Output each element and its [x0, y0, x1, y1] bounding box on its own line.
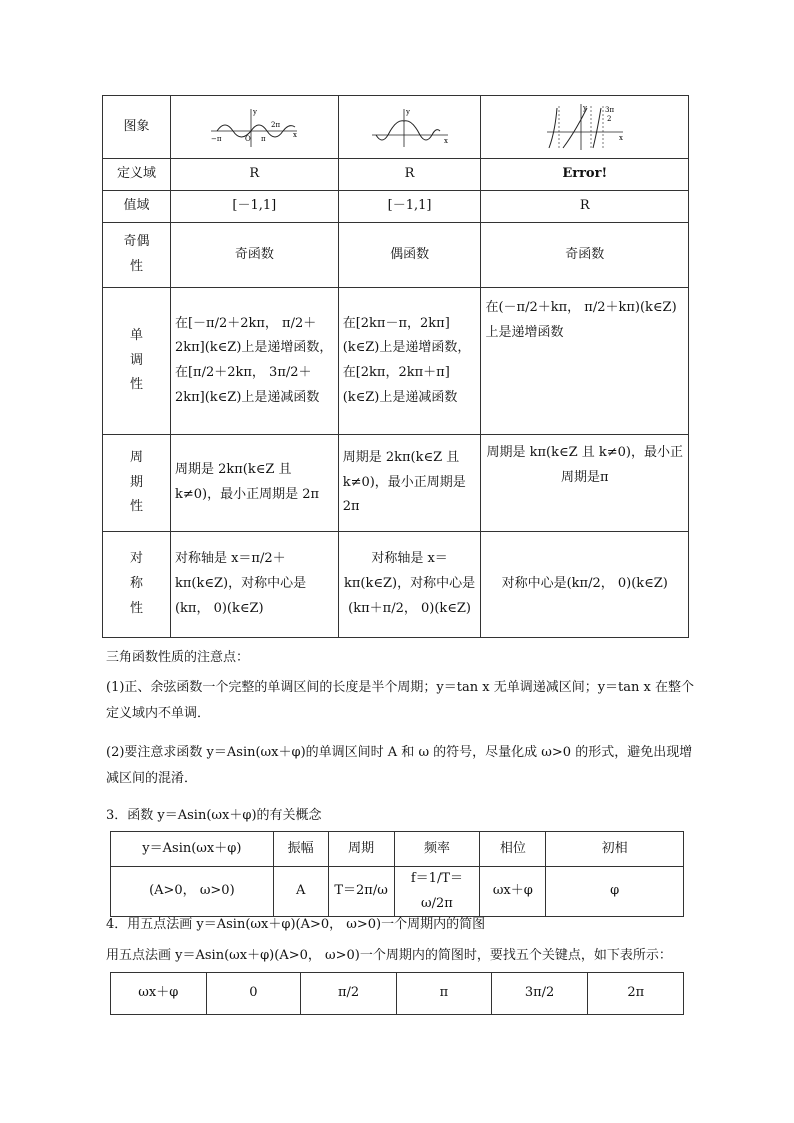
svg-text:2: 2 [606, 115, 612, 123]
table-row: 对称性 对称轴是 x＝π/2＋kπ(k∈Z)，对称中心是(kπ， 0)(k∈Z) 对称轴是 x＝kπ(k∈Z)，对称中心是(kπ＋π/2， 0)(k∈Z) 对称中心是(kπ/2， 0)(k∈Z) [103, 532, 689, 638]
svg-text:x: x [293, 131, 298, 139]
table-row [103, 96, 689, 159]
svg-text:3π: 3π [604, 106, 614, 114]
table-row: y＝Asin(ωx＋φ) 振幅 周期 频率 相位 初相 [111, 832, 684, 867]
svg-text:π: π [261, 135, 266, 143]
y-axis-label: y [253, 108, 258, 116]
formula-bottom: (A>0， ω>0) [111, 867, 274, 917]
sin-graph [170, 96, 338, 159]
notes-title: 三角函数性质的注意点： [106, 650, 250, 665]
svg-text:x: x [618, 134, 623, 142]
section4-intro: 用五点法画 y＝Asin(ωx＋φ)(A>0， ω>0)一个周期内的简图时，要找五个关键点，如下表所示： [106, 948, 672, 963]
svg-text:2π: 2π [271, 121, 281, 129]
svg-text:x: x [443, 137, 448, 145]
table-row: 奇偶性 奇函数 偶函数 奇函数 [103, 223, 689, 288]
table-row: 单调性 在[－π/2＋2kπ， π/2＋2kπ](k∈Z)上是递增函数，在[π/2＋2kπ， 3π/2＋2kπ](k∈Z)上是递减函数 在[2kπ－π，2kπ](k∈Z)上是递增函数，在[2kπ，2kπ＋π](k∈Z)上是递减函数 在(－π/2＋kπ， π/2＋kπ)(k∈Z)上是递增函数 [103, 288, 689, 435]
section3-heading: 3．函数 y＝Asin(ωx＋φ)的有关概念 [106, 808, 322, 823]
cos-graph [338, 96, 481, 159]
table-row: 定义域 R R Error! [103, 159, 689, 191]
section4-heading: 4．用五点法画 y＝Asin(ωx＋φ)(A>0， ω>0)一个周期内的简图 [106, 917, 486, 932]
svg-text:y: y [405, 108, 410, 116]
row-label-graph: 图象 [103, 96, 171, 159]
table-row: (A>0， ω>0) A T＝2π/ω f＝1/T＝ω/2π ωx＋φ φ [111, 867, 684, 917]
note-2: (2)要注意求函数 y＝Asin(ωx＋φ)的单调区间时 A 和 ω 的符号，尽量化成 ω>0 的形式，避免出现增减区间的混淆． [106, 745, 693, 786]
table-row: 周期性 周期是 2kπ(k∈Z 且 k≠0)，最小正周期是 2π 周期是 2kπ(k∈Z 且 k≠0)，最小正周期是 2π 周期是 kπ(k∈Z 且 k≠0)，最小正周期是π [103, 435, 689, 532]
tan-graph [481, 96, 689, 159]
formula-top: y＝Asin(ωx＋φ) [111, 832, 274, 867]
five-point-table [110, 972, 684, 1015]
svg-text:−π: −π [211, 135, 222, 143]
table-row: ωx＋φ 0 π/2 π 3π/2 2π [111, 973, 684, 1015]
svg-text:y: y [582, 104, 587, 112]
table-row: 值域 [－1,1] [－1,1] R [103, 191, 689, 223]
svg-text:O: O [245, 135, 252, 143]
note-1: (1)正、余弦函数一个完整的单调区间的长度是半个周期；y＝tan x 无单调递减区间；y＝tan x 在整个定义域内不单调． [106, 680, 694, 721]
properties-table [102, 95, 689, 638]
concepts-table [110, 831, 684, 917]
